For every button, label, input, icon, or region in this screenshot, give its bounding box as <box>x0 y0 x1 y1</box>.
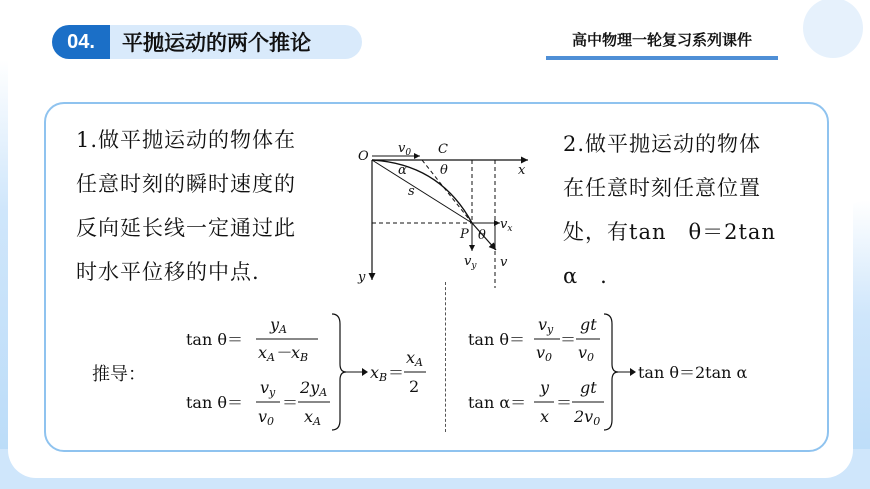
right-eq1-num: vy <box>538 315 554 336</box>
left-result-lhs: xB <box>370 363 388 384</box>
conclusion-1-text <box>76 118 346 294</box>
label-v: v <box>500 255 508 270</box>
label-origin: O <box>358 149 369 164</box>
right-eq1-den2: v0 <box>578 343 595 364</box>
right-eq2-eq: ＝ <box>556 393 573 412</box>
left-eq2-lhs: tan θ＝ <box>186 393 243 412</box>
right-eq2-den: x <box>540 407 550 426</box>
right-eq1-eq: ＝ <box>560 330 577 349</box>
left-eq2-num: vy <box>260 378 276 399</box>
conclusion-1-line: 1.做平抛运动的物体在 <box>76 128 297 152</box>
conclusion-2-line: 在任意时刻任意位置 <box>563 176 761 200</box>
derivation-left <box>180 310 440 435</box>
right-eq2-num2: gt <box>580 378 597 397</box>
label-p: P <box>460 227 469 242</box>
conclusion-1-line: 任意时刻的瞬时速度的 <box>76 172 296 196</box>
right-brace <box>604 314 618 430</box>
conclusion-2-line: 2.做平抛运动的物体 <box>563 132 762 156</box>
right-eq2-num: y <box>540 378 550 397</box>
label-s: s <box>408 184 415 199</box>
right-eq2-den2: 2v0 <box>574 407 601 428</box>
section-number-badge: 04. <box>52 25 110 59</box>
corner-decoration <box>803 0 863 58</box>
right-arrow-head <box>630 368 636 376</box>
displacement-line <box>372 160 472 223</box>
right-eq1-num2: gt <box>580 315 597 334</box>
left-eq1-num: yA <box>270 315 287 336</box>
left-eq1-lhs: tan θ＝ <box>186 330 243 349</box>
label-v0: $v_0$ <box>398 141 412 158</box>
course-subtitle: 高中物理一轮复习系列课件 <box>571 32 752 49</box>
left-result-num: xA <box>406 348 423 369</box>
label-alpha: α <box>398 163 407 178</box>
label-theta-top: θ <box>440 163 448 178</box>
section-divider <box>445 282 447 432</box>
left-eq1-den: xA－xB <box>258 343 309 364</box>
left-eq2-num2: 2yA <box>300 378 328 399</box>
derivation-label: 推导： <box>92 364 146 385</box>
left-eq2-den2: xA <box>304 407 321 428</box>
label-c: C <box>438 142 448 157</box>
right-eq1-lhs: tan θ＝ <box>468 330 525 349</box>
conclusion-2-line: α . <box>563 264 608 288</box>
subtitle-underline <box>546 56 778 60</box>
right-eq1-den: v0 <box>536 343 553 364</box>
derivation-right <box>462 310 792 435</box>
label-x-axis: x <box>518 163 526 178</box>
left-result-den: 2 <box>409 377 420 396</box>
projectile-diagram <box>350 138 550 288</box>
section-title: 平抛运动的两个推论 <box>110 25 362 59</box>
label-y-axis: y <box>358 270 366 285</box>
conclusion-2-text <box>563 122 813 298</box>
right-eq2-lhs: tan α＝ <box>468 393 527 412</box>
left-result-eq: ＝ <box>388 363 405 382</box>
conclusion-2-line: 处，有tan θ＝2tan <box>563 220 776 244</box>
label-vx: $v_x$ <box>500 217 513 234</box>
left-eq2-eq: ＝ <box>282 393 299 412</box>
left-brace <box>332 314 346 430</box>
conclusion-1-line: 时水平位移的中点. <box>76 260 260 284</box>
conclusion-1-line: 反向延长线一定通过此 <box>76 216 296 240</box>
left-arrow-head <box>362 368 368 376</box>
right-result: tan θ＝2tan α <box>638 363 748 382</box>
label-vy: $v_y$ <box>464 254 477 271</box>
label-theta-p: θ <box>478 228 486 243</box>
left-eq2-den: v0 <box>258 407 275 428</box>
